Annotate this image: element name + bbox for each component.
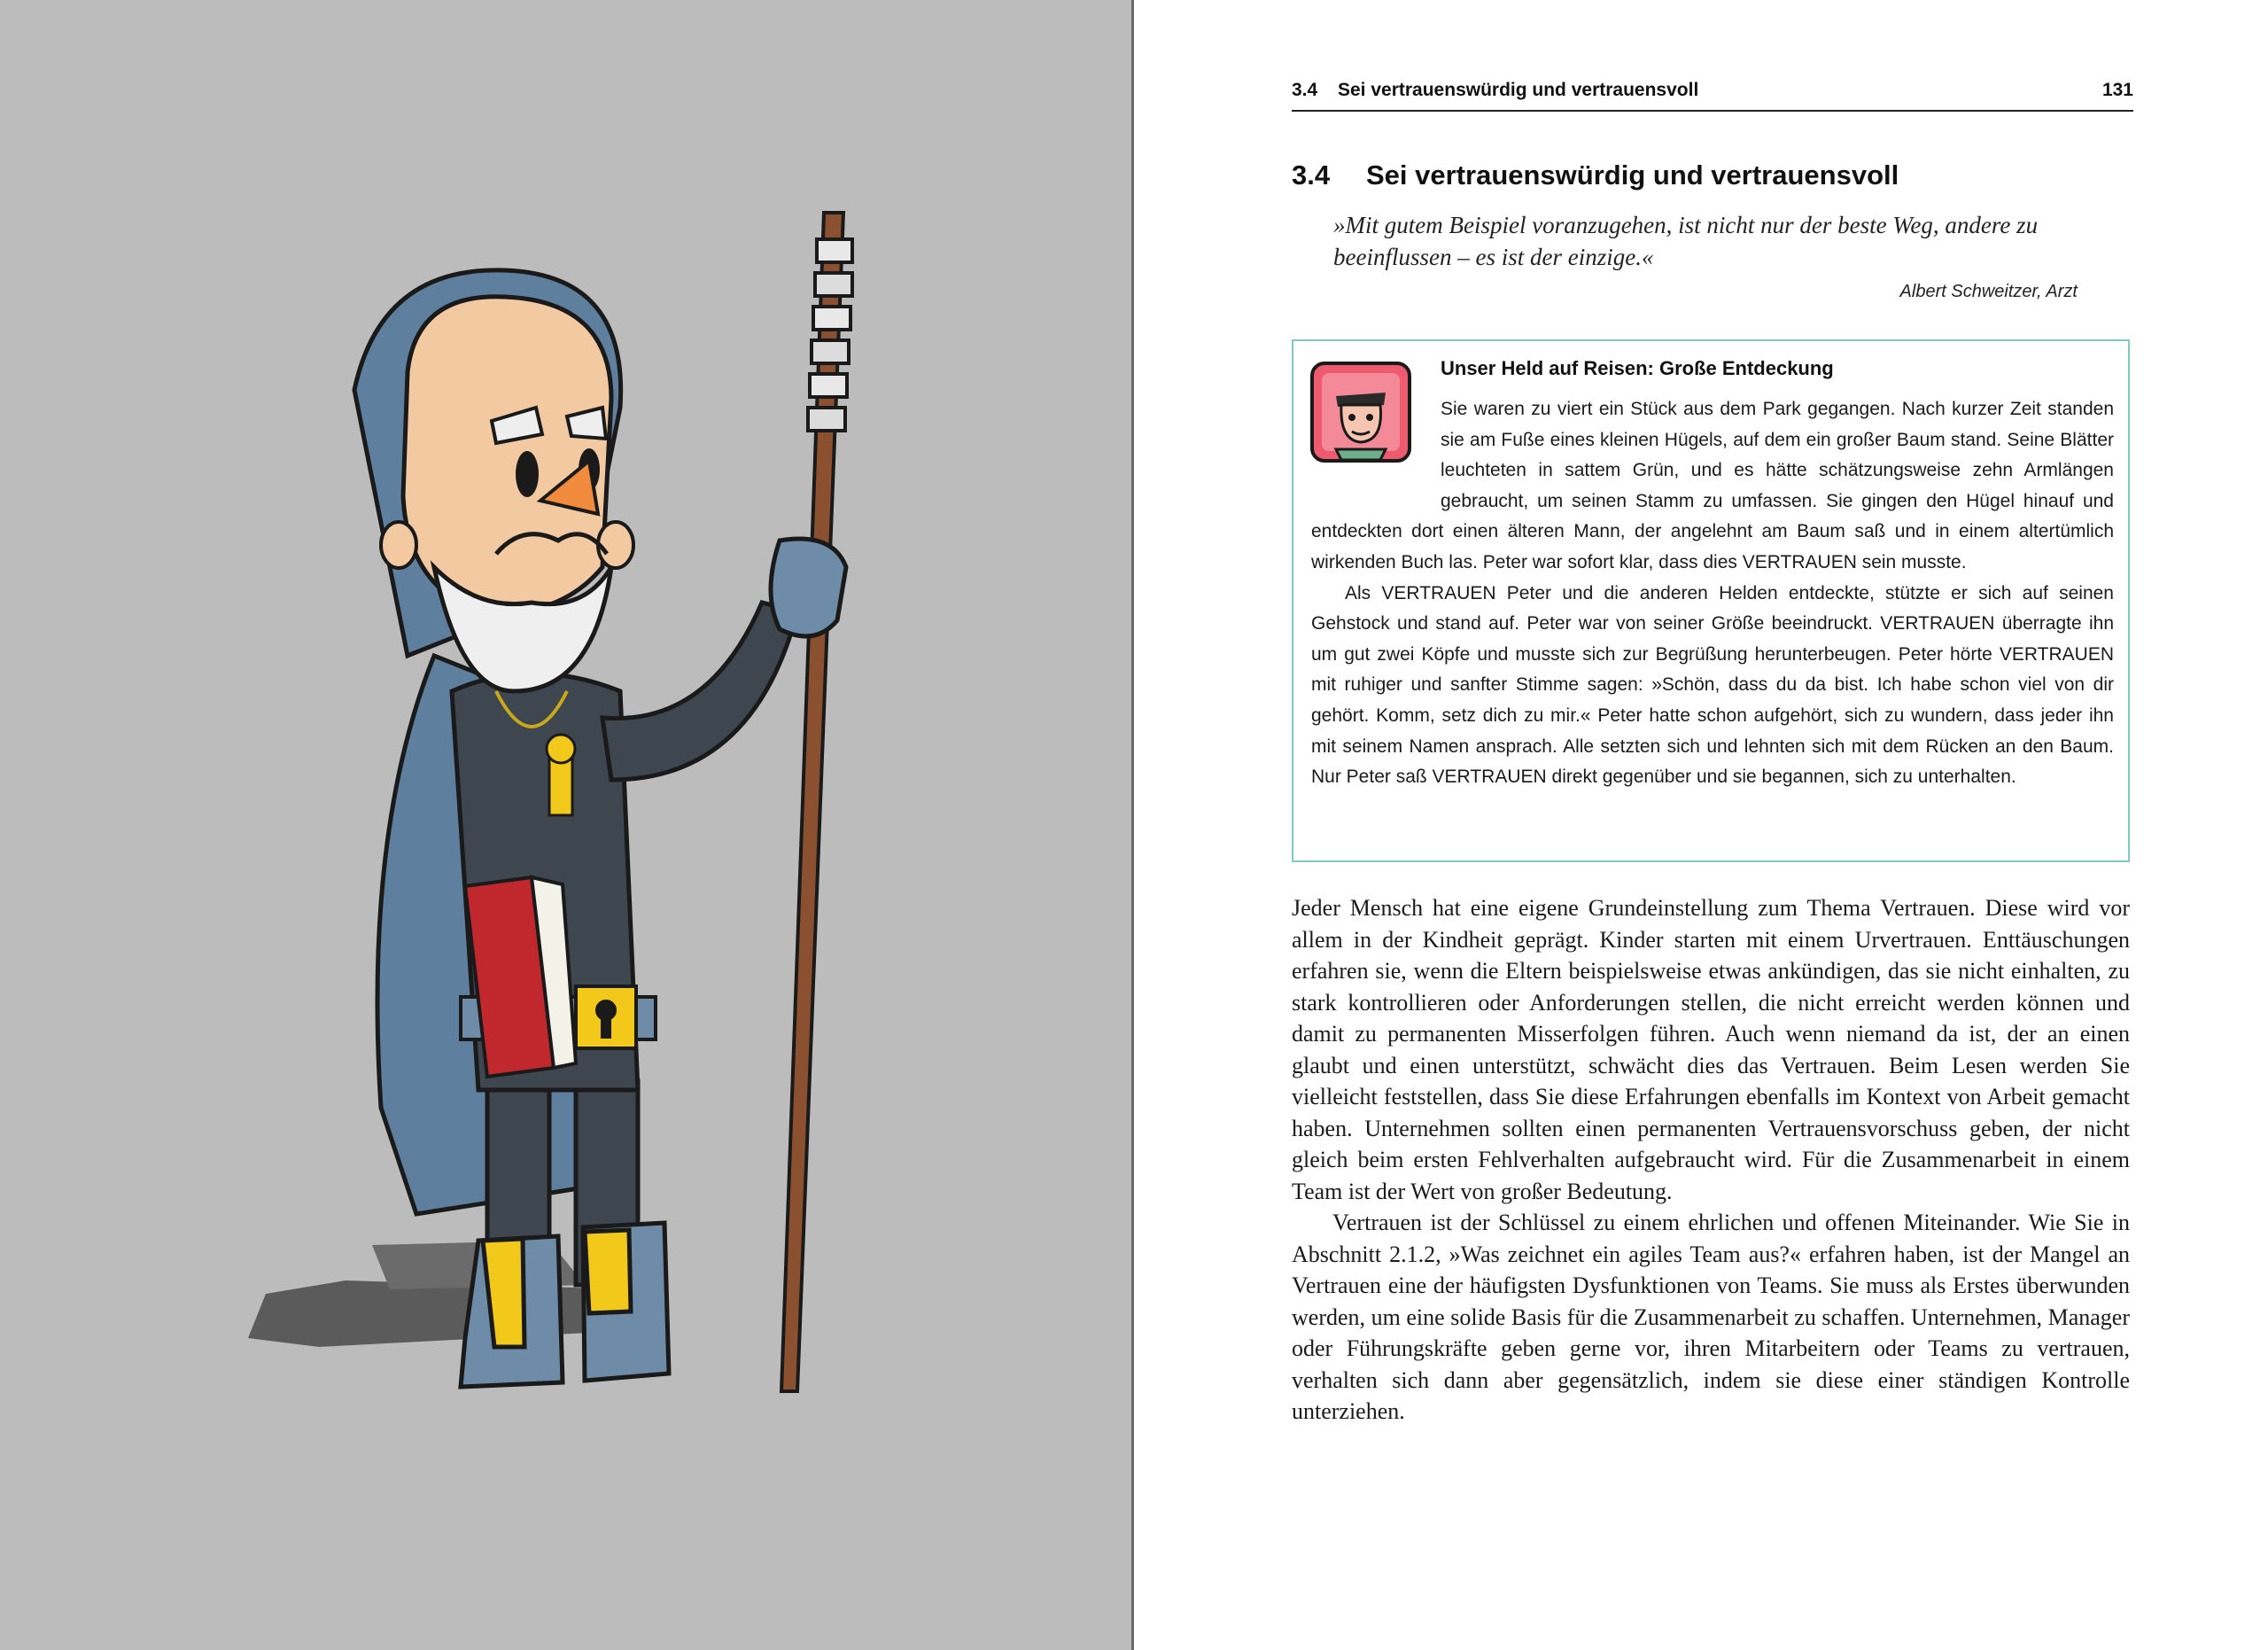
story-paragraph-1: Sie waren zu viert ein Stück aus dem Park gegangen. Nach kurzer Zeit standen sie am Fuße eines kleinen Hügels, auf dem ein großer Baum stand. Seine Blätter leuchteten in sattem Grün, und es hätte schätzungsweise zehn Armlängen gebraucht, um seinen Stamm zu umfassen. Sie gingen den Hügel hinauf und entdeckten dort einen älteren Mann, der angelehnt am Baum saß und in einem altertümlich wirkenden Buch las. Peter war sofort klar, dass dies VERTRAUEN sein musste.: [1311, 399, 2114, 572]
section-heading: [1292, 160, 2142, 191]
story-paragraph-2: Als VERTRAUEN Peter und die anderen Helden entdeckte, stützte er sich auf seinen Gehstock und stand auf. Peter war von seiner Größe beeindruckt. VERTRAUEN überragte ihn um gut zwei Köpfe und musste sich zur Begrüßung herunterbeugen. Peter hörte VERTRAUEN mit ruhiger und sanfter Stimme sagen: »Schön, dass du da bist. Ich habe schon viel von dir gehört. Komm, setz dich zu mir.« Peter hatte schon aufgehört, sich zu wundern, dass jeder ihn mit seinem Namen ansprach. Alle setzten sich und lehnten sich mit dem Rücken an den Baum. Nur Peter saß VERTRAUEN direkt gegenüber und sie begannen, sich zu unterhalten.: [1311, 582, 2114, 788]
body-paragraph-2: Vertrauen ist der Schlüssel zu einem ehrlichen und offenen Miteinander. Wie Sie in Abschnitt 2.1.2, »Was zeichnet ein agiles Team aus?« erfahren haben, ist der Mangel an Vertrauen eine der häufigsten Dysfunktionen von Teams. Sie muss als Erstes überwunden werden, um eine solide Basis für die Zusammenarbeit zu schaffen. Unternehmen, Manager oder Führungskräfte geben gerne vor, ihren Mitarbeitern oder Teams zu vertrauen, verhalten sich dann aber gegensätzlich, indem sie diese einer ständigen Kontrolle unterziehen.: [1292, 1210, 2130, 1424]
running-header-number: 3.4: [1292, 80, 1318, 100]
glove: [771, 539, 846, 636]
story-box-title: Unser Held auf Reisen: Große Entdeckung: [1441, 357, 1834, 379]
left-ear: [381, 522, 416, 568]
right-page: [1134, 0, 2268, 1650]
body-text: [1292, 892, 2130, 1428]
running-header: [1292, 78, 2133, 112]
story-box-text: [1311, 394, 2114, 793]
old-wizard-illustration: [213, 195, 939, 1453]
left-page: [0, 0, 1131, 1650]
page-number: 131: [2101, 80, 2133, 100]
running-header-title: Sei vertrauenswürdig und vertrauensvoll: [1338, 80, 1699, 100]
section-number: 3.4: [1292, 160, 1331, 191]
epigraph-quote: »Mit gutem Beispiel voranzugehen, ist nicht nur der beste Weg, andere zu beeinflussen – es ist der einzige.«: [1333, 212, 2039, 270]
staff: [781, 213, 852, 1391]
left-eye: [516, 451, 539, 497]
section-title: Sei vertrauenswürdig und vertrauensvoll: [1366, 160, 1899, 191]
epigraph-author: Albert Schweitzer, Arzt: [1899, 282, 2078, 301]
story-box: [1292, 339, 2130, 862]
right-ear: [598, 522, 633, 568]
raised-arm: [602, 603, 797, 780]
body-paragraph-1: Jeder Mensch hat eine eigene Grundeinstellung zum Thema Vertrauen. Diese wird vor allem in der Kindheit geprägt. Kinder starten mit einem Urvertrauen. Enttäuschungen erfahren sie, wenn die Eltern beispielsweise etwas ankündigen, das sie nicht einhalten, zu stark kontrollieren oder Anforderungen stellen, die nicht erreicht werden können und damit zu permanenten Misserfolgen führen. Auch wenn niemand da ist, der an einen glaubt und einen unterstützt, schwächt dies das Vertrauen. Beim Lesen werden Sie vielleicht feststellen, dass Sie diese Erfahrungen ebenfalls im Kontext von Arbeit gemacht haben. Unternehmen sollten einen permanenten Vertrauensvorschuss geben, der nicht gleich beim ersten Fehlverhalten aufgebraucht wird. Für die Zusammenarbeit in einem Team ist der Wert von großer Bedeutung.: [1292, 895, 2130, 1204]
